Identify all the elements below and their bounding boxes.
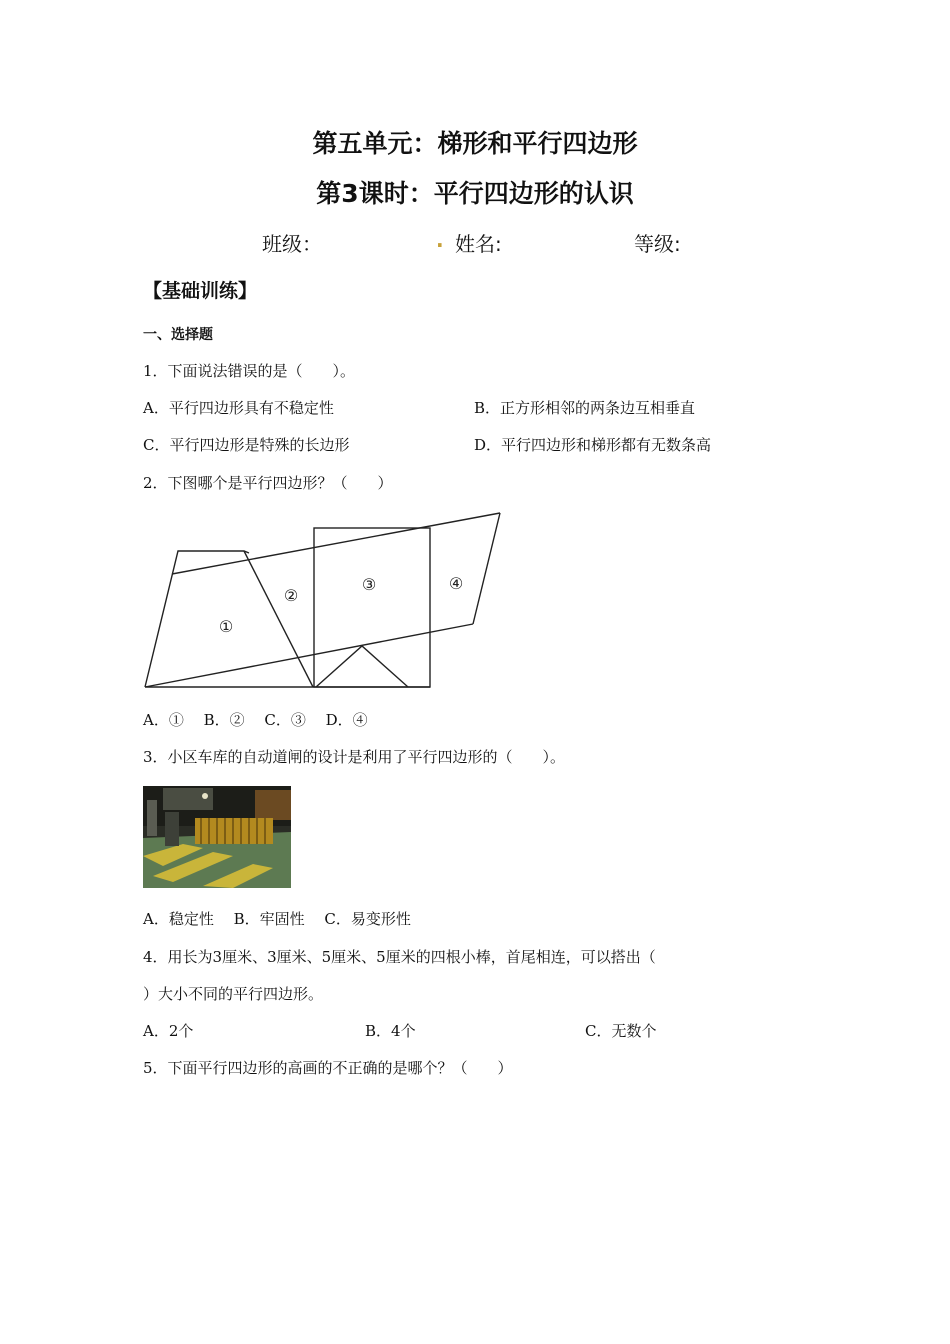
grade-label: 等级: <box>634 232 681 256</box>
q3-stem: 3．小区车库的自动道闸的设计是利用了平行四边形的（ ）。 <box>143 748 566 766</box>
q1-option-c: C．平行四边形是特殊的长边形 <box>143 436 350 454</box>
q1-option-d: D．平行四边形和梯形都有无数条高 <box>474 436 712 454</box>
q4-option-b: B．4个 <box>365 1022 416 1040</box>
shape-label-4: ④ <box>448 574 464 593</box>
parallelogram-bottom-edge <box>145 624 473 687</box>
q4-stem-line2: ）大小不同的平行四边形。 <box>143 985 324 1003</box>
q1-option-b: B．正方形相邻的两条边互相垂直 <box>474 399 696 417</box>
subsection-title: 一、选择题 <box>143 327 213 343</box>
shape-3-rectangle <box>314 528 430 687</box>
q4-option-a: A．2个 <box>143 1022 194 1040</box>
q2-options: A．① B．② C．③ D．④ <box>143 711 368 729</box>
q4-stem-line1: 4．用长为3厘米、3厘米、5厘米、5厘米的四根小棒，首尾相连，可以搭出（ <box>143 948 656 966</box>
unit-title: 第五单元：梯形和平行四边形 <box>312 129 638 158</box>
q1-option-a: A．平行四边形具有不稳定性 <box>143 399 334 417</box>
shape-label-1: ① <box>218 617 234 636</box>
parallelogram-top-edge <box>172 513 500 574</box>
q2-stem: 2．下图哪个是平行四边形？（ ） <box>143 474 393 492</box>
lesson-title: 第3课时：平行四边形的认识 <box>316 179 634 208</box>
shape-1-outline <box>145 551 249 687</box>
class-label: 班级： <box>262 232 322 256</box>
name-label: 姓名: <box>455 232 502 256</box>
q3-options: A．稳定性 B．牢固性 C．易变形性 <box>143 910 411 928</box>
q5-stem: 5．下面平行四边形的高画的不正确的是哪个？（ ） <box>143 1059 513 1077</box>
shapes-figure <box>140 505 510 695</box>
parallelogram-right-edge <box>473 513 500 624</box>
decorative-dot: . <box>436 228 444 252</box>
section-title: 【基础训练】 <box>143 280 258 302</box>
q4-option-c: C．无数个 <box>585 1022 657 1040</box>
shape-label-2: ② <box>283 586 299 605</box>
shape-label-3: ③ <box>361 575 377 594</box>
q1-stem: 1．下面说法错误的是（ ）。 <box>143 362 356 380</box>
garage-barrier-photo <box>143 786 291 888</box>
